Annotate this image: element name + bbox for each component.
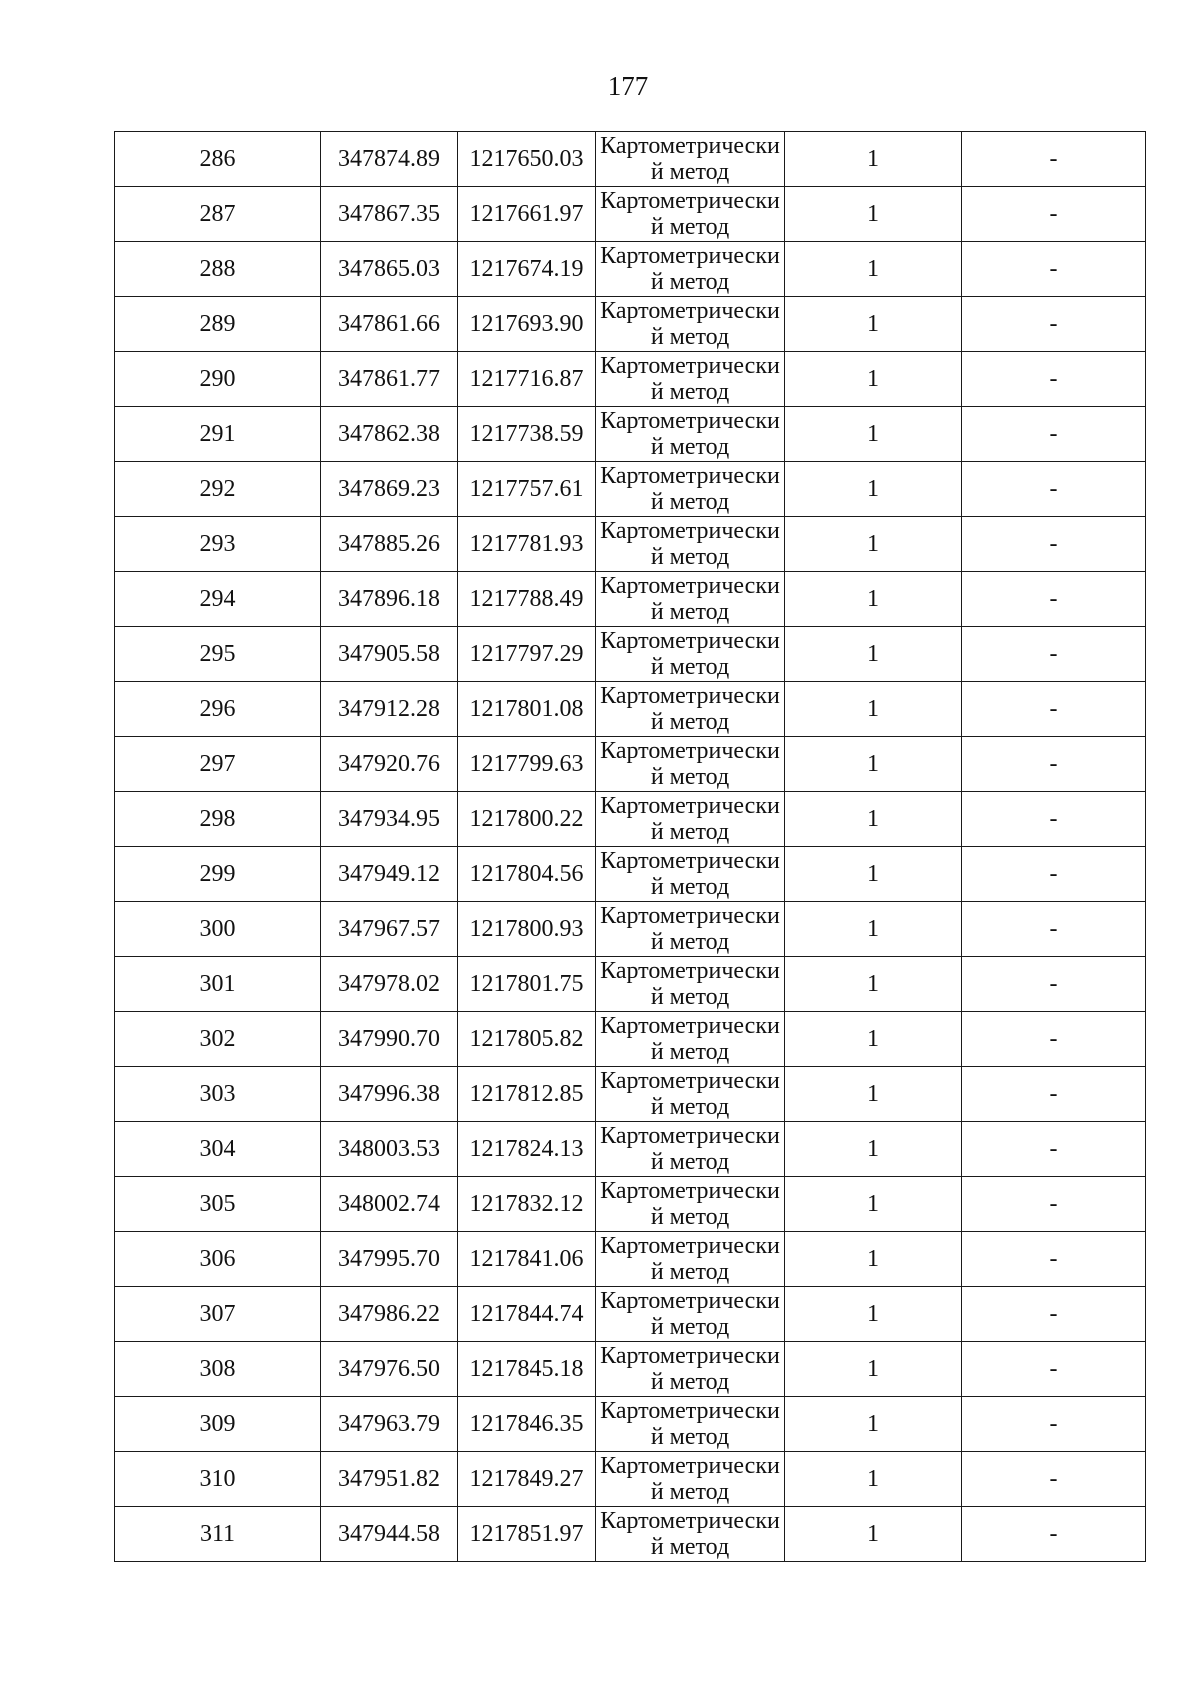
x-coord-cell: 347949.12 <box>321 847 458 902</box>
col5-cell: 1 <box>785 682 962 737</box>
table-row <box>115 187 1146 242</box>
col6-cell: - <box>962 1177 1146 1232</box>
col5-cell: 1 <box>785 1397 962 1452</box>
y-coord-cell: 1217812.85 <box>458 1067 596 1122</box>
method-cell: Картометрически й метод <box>596 1507 785 1562</box>
point-number-cell: 286 <box>115 132 321 187</box>
col5-cell: 1 <box>785 462 962 517</box>
y-coord-cell: 1217804.56 <box>458 847 596 902</box>
col5-cell: 1 <box>785 1067 962 1122</box>
col5-cell: 1 <box>785 297 962 352</box>
table-row <box>115 1067 1146 1122</box>
col5-cell: 1 <box>785 572 962 627</box>
col6-cell: - <box>962 1012 1146 1067</box>
method-cell: Картометрически й метод <box>596 297 785 352</box>
y-coord-cell: 1217849.27 <box>458 1452 596 1507</box>
point-number-cell: 307 <box>115 1287 321 1342</box>
point-number-cell: 309 <box>115 1397 321 1452</box>
point-number-cell: 311 <box>115 1507 321 1562</box>
x-coord-cell: 347967.57 <box>321 902 458 957</box>
y-coord-cell: 1217845.18 <box>458 1342 596 1397</box>
col6-cell: - <box>962 132 1146 187</box>
method-cell: Картометрически й метод <box>596 352 785 407</box>
col5-cell: 1 <box>785 627 962 682</box>
y-coord-cell: 1217805.82 <box>458 1012 596 1067</box>
x-coord-cell: 347862.38 <box>321 407 458 462</box>
x-coord-cell: 347861.77 <box>321 352 458 407</box>
x-coord-cell: 347869.23 <box>321 462 458 517</box>
x-coord-cell: 347995.70 <box>321 1232 458 1287</box>
method-cell: Картометрически й метод <box>596 792 785 847</box>
x-coord-cell: 347896.18 <box>321 572 458 627</box>
y-coord-cell: 1217800.22 <box>458 792 596 847</box>
method-cell: Картометрически й метод <box>596 187 785 242</box>
y-coord-cell: 1217661.97 <box>458 187 596 242</box>
table-row <box>115 1507 1146 1562</box>
method-cell: Картометрически й метод <box>596 1122 785 1177</box>
method-cell: Картометрически й метод <box>596 902 785 957</box>
col5-cell: 1 <box>785 1177 962 1232</box>
col6-cell: - <box>962 792 1146 847</box>
col6-cell: - <box>962 1287 1146 1342</box>
point-number-cell: 304 <box>115 1122 321 1177</box>
method-cell: Картометрически й метод <box>596 517 785 572</box>
point-number-cell: 296 <box>115 682 321 737</box>
method-cell: Картометрически й метод <box>596 627 785 682</box>
method-cell: Картометрически й метод <box>596 1177 785 1232</box>
col6-cell: - <box>962 902 1146 957</box>
y-coord-cell: 1217832.12 <box>458 1177 596 1232</box>
table-row <box>115 1287 1146 1342</box>
point-number-cell: 294 <box>115 572 321 627</box>
point-number-cell: 290 <box>115 352 321 407</box>
x-coord-cell: 347920.76 <box>321 737 458 792</box>
col5-cell: 1 <box>785 957 962 1012</box>
col5-cell: 1 <box>785 1287 962 1342</box>
x-coord-cell: 347944.58 <box>321 1507 458 1562</box>
y-coord-cell: 1217799.63 <box>458 737 596 792</box>
col6-cell: - <box>962 517 1146 572</box>
col5-cell: 1 <box>785 902 962 957</box>
y-coord-cell: 1217788.49 <box>458 572 596 627</box>
col6-cell: - <box>962 847 1146 902</box>
table-row <box>115 572 1146 627</box>
method-cell: Картометрически й метод <box>596 407 785 462</box>
col6-cell: - <box>962 187 1146 242</box>
point-number-cell: 305 <box>115 1177 321 1232</box>
table-row <box>115 242 1146 297</box>
y-coord-cell: 1217674.19 <box>458 242 596 297</box>
table-row <box>115 132 1146 187</box>
method-cell: Картометрически й метод <box>596 1012 785 1067</box>
table-row <box>115 792 1146 847</box>
col6-cell: - <box>962 297 1146 352</box>
point-number-cell: 293 <box>115 517 321 572</box>
table-row <box>115 847 1146 902</box>
col6-cell: - <box>962 1507 1146 1562</box>
x-coord-cell: 347885.26 <box>321 517 458 572</box>
point-number-cell: 301 <box>115 957 321 1012</box>
table-row <box>115 682 1146 737</box>
col6-cell: - <box>962 1397 1146 1452</box>
x-coord-cell: 347874.89 <box>321 132 458 187</box>
x-coord-cell: 347976.50 <box>321 1342 458 1397</box>
y-coord-cell: 1217844.74 <box>458 1287 596 1342</box>
x-coord-cell: 347990.70 <box>321 1012 458 1067</box>
y-coord-cell: 1217841.06 <box>458 1232 596 1287</box>
table-row <box>115 517 1146 572</box>
point-number-cell: 288 <box>115 242 321 297</box>
col6-cell: - <box>962 352 1146 407</box>
x-coord-cell: 347905.58 <box>321 627 458 682</box>
x-coord-cell: 347986.22 <box>321 1287 458 1342</box>
col6-cell: - <box>962 682 1146 737</box>
col6-cell: - <box>962 1232 1146 1287</box>
table-row <box>115 1452 1146 1507</box>
method-cell: Картометрически й метод <box>596 132 785 187</box>
y-coord-cell: 1217851.97 <box>458 1507 596 1562</box>
point-number-cell: 287 <box>115 187 321 242</box>
col6-cell: - <box>962 242 1146 297</box>
col6-cell: - <box>962 627 1146 682</box>
y-coord-cell: 1217801.75 <box>458 957 596 1012</box>
col5-cell: 1 <box>785 847 962 902</box>
method-cell: Картометрически й метод <box>596 737 785 792</box>
table-row <box>115 1397 1146 1452</box>
point-number-cell: 308 <box>115 1342 321 1397</box>
table-row <box>115 902 1146 957</box>
method-cell: Картометрически й метод <box>596 957 785 1012</box>
method-cell: Картометрически й метод <box>596 1397 785 1452</box>
method-cell: Картометрически й метод <box>596 1067 785 1122</box>
table-row <box>115 352 1146 407</box>
col6-cell: - <box>962 737 1146 792</box>
x-coord-cell: 347951.82 <box>321 1452 458 1507</box>
col6-cell: - <box>962 957 1146 1012</box>
table-row <box>115 297 1146 352</box>
col6-cell: - <box>962 572 1146 627</box>
method-cell: Картометрически й метод <box>596 1287 785 1342</box>
y-coord-cell: 1217738.59 <box>458 407 596 462</box>
point-number-cell: 291 <box>115 407 321 462</box>
col5-cell: 1 <box>785 792 962 847</box>
x-coord-cell: 348002.74 <box>321 1177 458 1232</box>
y-coord-cell: 1217781.93 <box>458 517 596 572</box>
col5-cell: 1 <box>785 407 962 462</box>
point-number-cell: 306 <box>115 1232 321 1287</box>
x-coord-cell: 347963.79 <box>321 1397 458 1452</box>
col5-cell: 1 <box>785 1012 962 1067</box>
method-cell: Картометрически й метод <box>596 1452 785 1507</box>
table-row <box>115 1342 1146 1397</box>
table-row <box>115 462 1146 517</box>
point-number-cell: 297 <box>115 737 321 792</box>
x-coord-cell: 347912.28 <box>321 682 458 737</box>
point-number-cell: 303 <box>115 1067 321 1122</box>
col6-cell: - <box>962 1342 1146 1397</box>
col6-cell: - <box>962 1122 1146 1177</box>
method-cell: Картометрически й метод <box>596 847 785 902</box>
point-number-cell: 310 <box>115 1452 321 1507</box>
method-cell: Картометрически й метод <box>596 242 785 297</box>
col5-cell: 1 <box>785 1232 962 1287</box>
col5-cell: 1 <box>785 1122 962 1177</box>
table-row <box>115 1232 1146 1287</box>
col5-cell: 1 <box>785 352 962 407</box>
y-coord-cell: 1217800.93 <box>458 902 596 957</box>
x-coord-cell: 348003.53 <box>321 1122 458 1177</box>
table-row <box>115 1012 1146 1067</box>
coordinates-table-body <box>115 132 1146 1562</box>
table-row <box>115 1177 1146 1232</box>
page-number: 177 <box>607 71 649 101</box>
table-row <box>115 1122 1146 1177</box>
col6-cell: - <box>962 462 1146 517</box>
col5-cell: 1 <box>785 132 962 187</box>
point-number-cell: 292 <box>115 462 321 517</box>
table-row <box>115 407 1146 462</box>
x-coord-cell: 347934.95 <box>321 792 458 847</box>
y-coord-cell: 1217757.61 <box>458 462 596 517</box>
col5-cell: 1 <box>785 517 962 572</box>
method-cell: Картометрически й метод <box>596 682 785 737</box>
point-number-cell: 302 <box>115 1012 321 1067</box>
col6-cell: - <box>962 1067 1146 1122</box>
x-coord-cell: 347996.38 <box>321 1067 458 1122</box>
point-number-cell: 289 <box>115 297 321 352</box>
y-coord-cell: 1217650.03 <box>458 132 596 187</box>
method-cell: Картометрически й метод <box>596 462 785 517</box>
table-row <box>115 957 1146 1012</box>
y-coord-cell: 1217797.29 <box>458 627 596 682</box>
x-coord-cell: 347867.35 <box>321 187 458 242</box>
col5-cell: 1 <box>785 1342 962 1397</box>
x-coord-cell: 347978.02 <box>321 957 458 1012</box>
point-number-cell: 298 <box>115 792 321 847</box>
y-coord-cell: 1217716.87 <box>458 352 596 407</box>
col5-cell: 1 <box>785 1507 962 1562</box>
method-cell: Картометрически й метод <box>596 572 785 627</box>
col5-cell: 1 <box>785 1452 962 1507</box>
method-cell: Картометрически й метод <box>596 1342 785 1397</box>
col6-cell: - <box>962 1452 1146 1507</box>
point-number-cell: 299 <box>115 847 321 902</box>
x-coord-cell: 347861.66 <box>321 297 458 352</box>
col6-cell: - <box>962 407 1146 462</box>
table-row <box>115 627 1146 682</box>
table-row <box>115 737 1146 792</box>
col5-cell: 1 <box>785 737 962 792</box>
col5-cell: 1 <box>785 187 962 242</box>
y-coord-cell: 1217693.90 <box>458 297 596 352</box>
method-cell: Картометрически й метод <box>596 1232 785 1287</box>
y-coord-cell: 1217801.08 <box>458 682 596 737</box>
col5-cell: 1 <box>785 242 962 297</box>
x-coord-cell: 347865.03 <box>321 242 458 297</box>
y-coord-cell: 1217846.35 <box>458 1397 596 1452</box>
coordinates-table <box>114 131 1146 1562</box>
y-coord-cell: 1217824.13 <box>458 1122 596 1177</box>
point-number-cell: 295 <box>115 627 321 682</box>
point-number-cell: 300 <box>115 902 321 957</box>
